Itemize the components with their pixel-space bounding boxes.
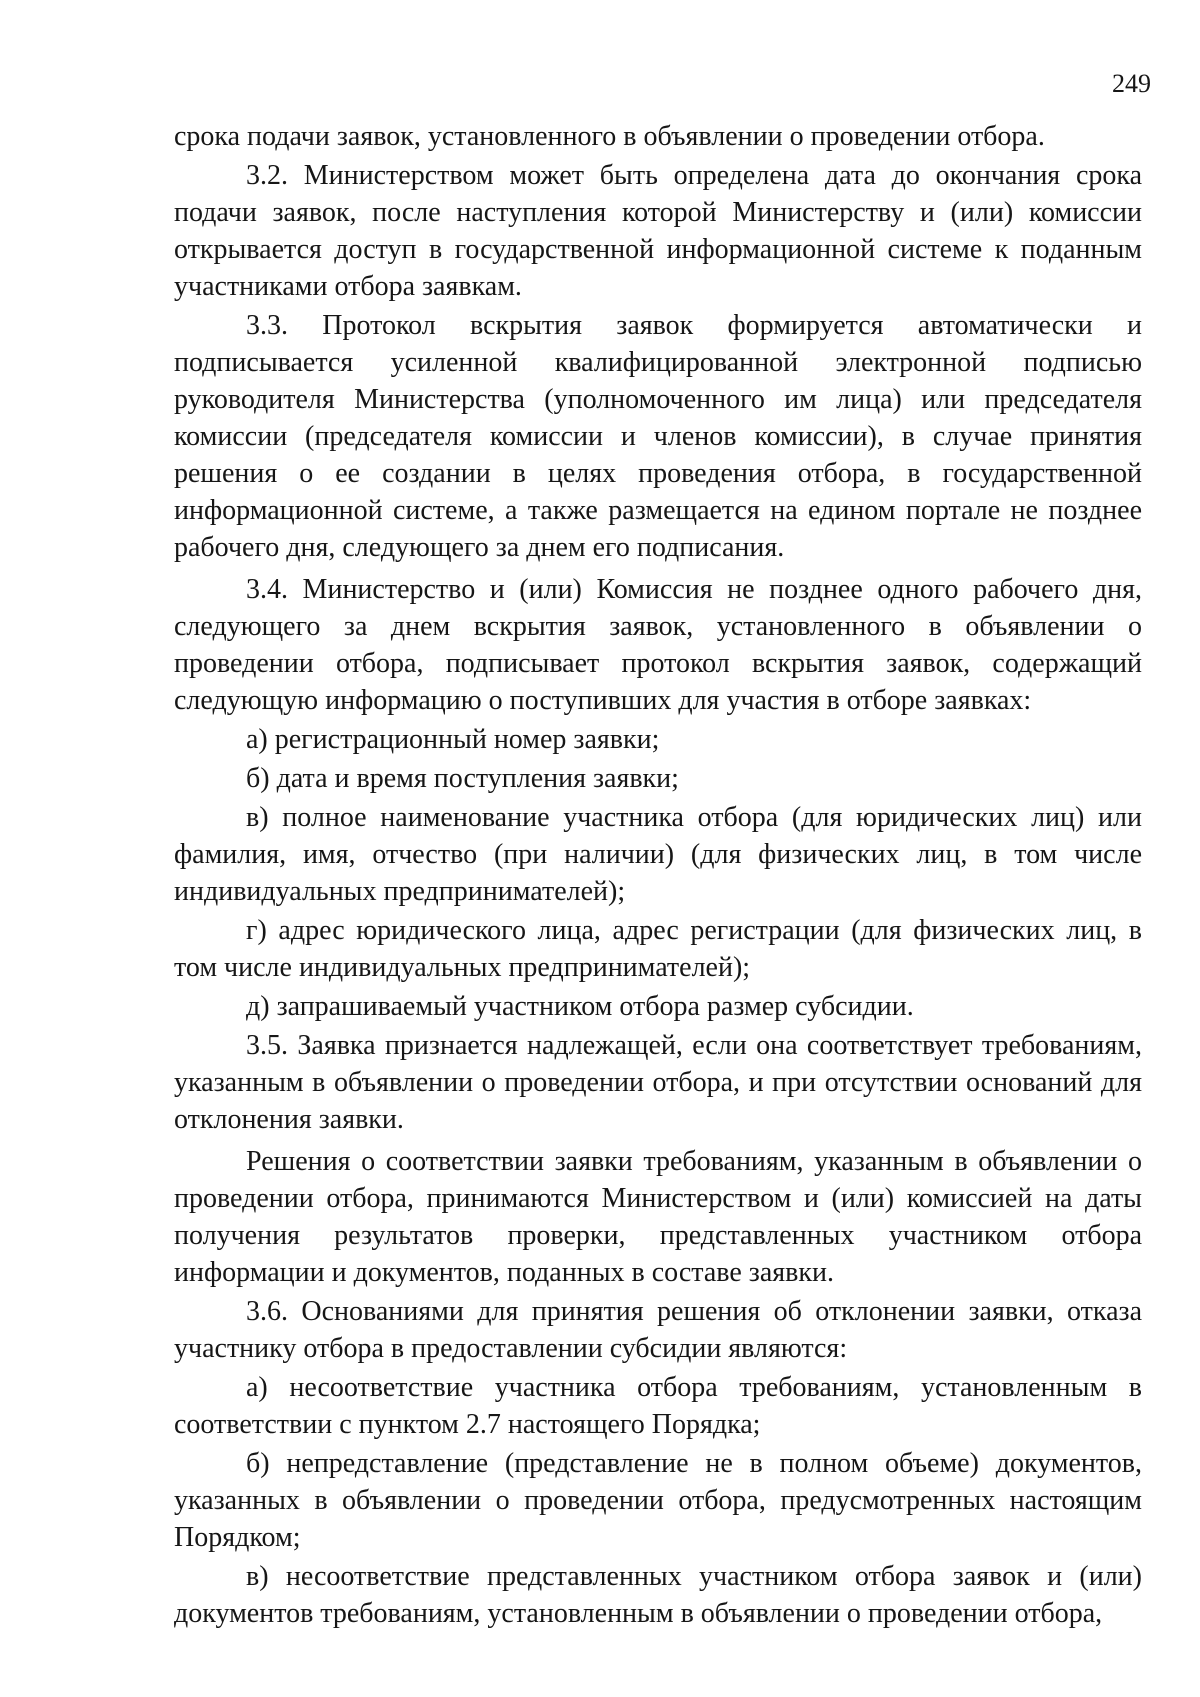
document-body (174, 118, 1142, 1632)
page-number: 249 (1112, 69, 1151, 98)
paragraph-3-6: 3.6. Основаниями для принятия решения об отклонении заявки, отказа участнику отбора в предоставлении субсидии являются: (174, 1296, 1142, 1364)
list-item-b: б) дата и время поступления заявки; (246, 763, 679, 794)
paragraph-3-5: 3.5. Заявка признается надлежащей, если она соответствует требованиям, указанным в объявлении о проведении отбора, и при отсутствии оснований для отклонения заявки. (174, 1030, 1142, 1135)
paragraph-continuation: срока подачи заявок, установленного в объявлении о проведении отбора. (174, 121, 1045, 152)
list-item-g: г) адрес юридического лица, адрес регистрации (для физических лиц, в том числе индивидуальных предпринимателей); (174, 915, 1142, 983)
paragraph-3-4: 3.4. Министерство и (или) Комиссия не позднее одного рабочего дня, следующего за днем вскрытия заявок, установленного в объявлении о проведении отбора, подписывает протокол вскрытия заявок, содержащий следующую информацию о поступивших для участия в отборе заявках: (174, 574, 1142, 716)
list-item-a: а) регистрационный номер заявки; (246, 724, 660, 755)
list-item-v: в) полное наименование участника отбора (для юридических лиц) или фамилия, имя, отчество (при наличии) (для физических лиц, в том числе индивидуальных предпринимателей); (174, 802, 1142, 907)
paragraph-3-3: 3.3. Протокол вскрытия заявок формируется автоматически и подписывается усиленной квалифицированной электронной подписью руководителя Министерства (уполномоченного им лица) или председателя комиссии (председателя комиссии и членов комиссии), в случае принятия решения о ее создании в целях проведения отбора, в государственной информационной системе, а также размещается на едином портале не позднее рабочего дня, следующего за днем его подписания. (174, 310, 1142, 563)
list-item-a-2: а) несоответствие участника отбора требованиям, установленным в соответствии с пунктом 2.7 настоящего Порядка; (174, 1372, 1142, 1440)
list-item-b-2: б) непредставление (представление не в полном объеме) документов, указанных в объявлении о проведении отбора, предусмотренных настоящим Порядком; (174, 1448, 1142, 1553)
paragraph-decisions: Решения о соответствии заявки требованиям, указанным в объявлении о проведении отбора, принимаются Министерством и (или) комиссией на даты получения результатов проверки, представленных участником отбора информации и документов, поданных в составе заявки. (174, 1146, 1142, 1288)
list-item-d: д) запрашиваемый участником отбора размер субсидии. (246, 991, 914, 1022)
list-item-v-2: в) несоответствие представленных участником отбора заявок и (или) документов требованиям, установленным в объявлении о проведении отбора, (174, 1561, 1142, 1629)
paragraph-3-2: 3.2. Министерством может быть определена дата до окончания срока подачи заявок, после наступления которой Министерству и (или) комиссии открывается доступ в государственной информационной системе к поданным участниками отбора заявкам. (174, 160, 1142, 302)
